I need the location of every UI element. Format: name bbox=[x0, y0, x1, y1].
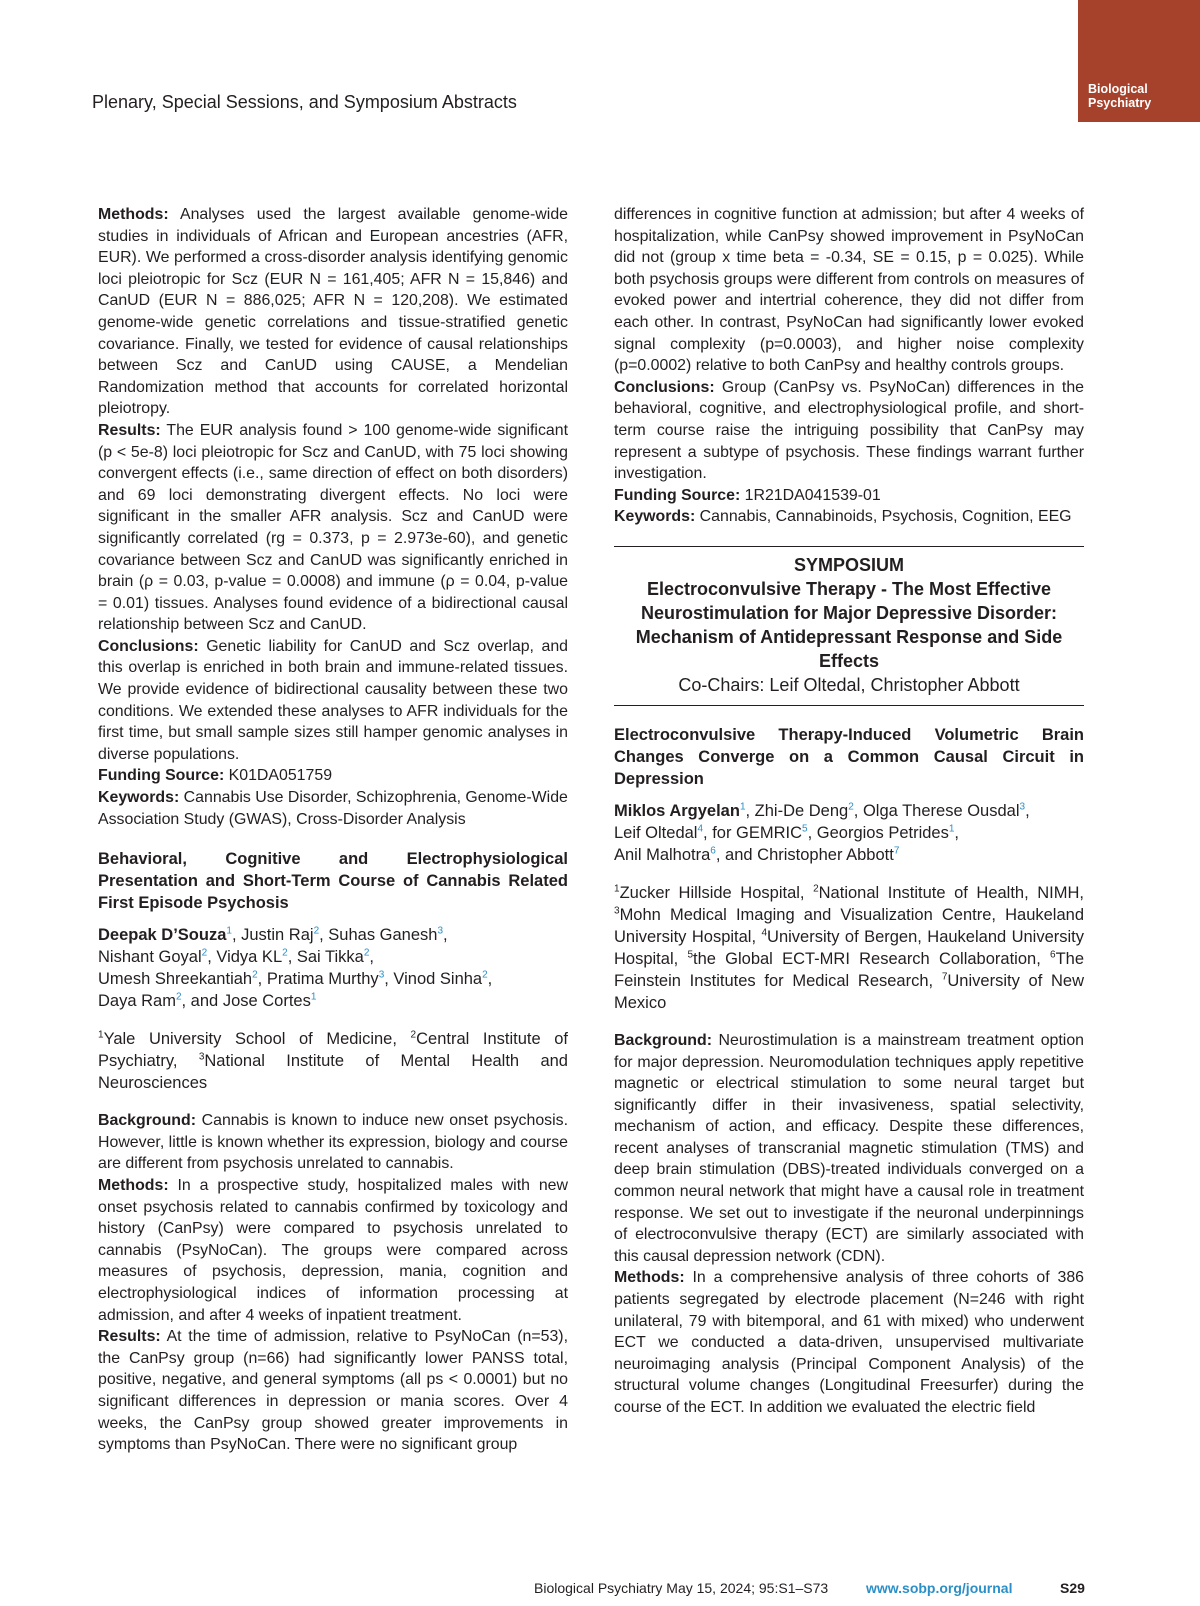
section-label: Keywords: bbox=[98, 789, 180, 807]
results-continued-paragraph: differences in cognitive function at admission; but after 4 weeks of hospitalization, while CanPsy showed improvement in PsyNoCan did not (group x time beta = -0.34, SE = 0.15, p = 0.025). While both psychosis groups were different from controls on measures of evoked power and intertrial coherence, they did not differ from each other. In contrast, PsyNoCan had significantly lower evoked signal complexity (p=0.0003), and higher noise complexity (p=0.0002) relative to both CanPsy and healthy controls groups. bbox=[614, 206, 1084, 375]
affil-name: University of Bergen, Haukeland University Hospital bbox=[614, 927, 1085, 968]
author-name: Jose Cortes bbox=[222, 992, 311, 1011]
section-label: Results: bbox=[98, 1328, 161, 1346]
section-label: Results: bbox=[98, 421, 161, 439]
abstract-title: Behavioral, Cognitive and Electrophysiological Presentation and Short-Term Course of Cannabis Related First Episode Psychosis bbox=[98, 850, 568, 913]
journal-brand-name: Biological Psychiatry bbox=[1088, 82, 1152, 110]
author-list: Miklos Argyelan$^1$, Zhi-De Deng$^2$, Olga Therese Ousdal$^3$, Leif Oltedal$^4$, for GEMRIC$^5$, Georgios Petrides$^1$, Anil Malhotra$^6$, and Christopher Abbott$^7$ bbox=[614, 801, 1030, 864]
section-text: Cannabis, Cannabinoids, Psychosis, Cognition, EEG bbox=[699, 508, 1072, 526]
author-sup: 1 bbox=[739, 801, 746, 813]
background-paragraph bbox=[98, 1110, 568, 1175]
affil-sup: 1 bbox=[614, 883, 620, 895]
author-name: Olga Therese Ousdal bbox=[862, 801, 1020, 820]
affil-sup: 6 bbox=[1050, 949, 1056, 961]
results-paragraph bbox=[98, 1326, 568, 1456]
affil-sup: 3 bbox=[614, 905, 620, 917]
footer-citation: Biological Psychiatry May 15, 2024; 95:S1–S73 bbox=[534, 1580, 829, 1596]
author-sup: 2 bbox=[201, 947, 208, 959]
section-text: In a comprehensive analysis of three cohorts of 386 patients segregated by electrode placement (N=246 with right unilateral, 79 with bitemporal, and 61 with mixed) who underwent ECT we conducted a data-driven, unsupervised multivariate neuroimaging analysis (Principal Component Analysis) of the structural volume changes (Longitudinal Freesurfer) during the course of the ECT. In addition we evaluated the electric field bbox=[614, 1269, 1084, 1416]
methods-paragraph bbox=[98, 1175, 568, 1326]
section-text: In a prospective study, hospitalized males with new onset psychosis related to cannabis confirmed by toxicology and history (CanPsy) were compared to psychosis unrelated to cannabis (PsyNoCan). The groups were compared across measures of psychosis, depression, mania, cognition and electrophysiological indices of information processing at admission, and after 4 weeks of inpatient treatment. bbox=[98, 1177, 568, 1324]
symposium-label: SYMPOSIUM bbox=[793, 554, 904, 575]
author-sup: 1 bbox=[948, 823, 955, 835]
section-text: The EUR analysis found > 100 genome-wide significant (p < 5e-8) loci pleiotropic for Scz and CanUD, with 75 loci showing convergent effects (i.e., same direction of effect on both disorders) and 69 loci demonstrating divergent effects. No loci were significant in the smaller AFR analysis. Scz and CanUD were significantly correlated (rg = 0.373, p = 2.973e-60), and genetic covariance between Scz and CanUD was significantly enriched in brain (ρ = 0.03, p-value = 0.0008) and immune (ρ = 0.04, p-value = 0.01) tissues. Analyses found evidence of a bidirectional causal relationship between Scz and CanUD. bbox=[98, 421, 568, 634]
affil-sup: 2 bbox=[410, 1029, 417, 1041]
keywords-paragraph bbox=[614, 506, 1084, 528]
affil-name: The Feinstein Institutes for Medical Research bbox=[614, 949, 1084, 990]
keywords-paragraph bbox=[98, 787, 568, 830]
author-sup: 1 bbox=[310, 991, 317, 1003]
author-sup: 2 bbox=[848, 801, 854, 813]
right-column bbox=[614, 204, 1084, 1419]
section-text: K01DA051759 bbox=[228, 767, 333, 785]
author-name: Vinod Sinha bbox=[393, 970, 483, 989]
affil-sup: 2 bbox=[813, 883, 819, 895]
author-name: Georgios Petrides bbox=[816, 823, 949, 842]
affil-name: National Institute of Health, NIMH bbox=[818, 883, 1080, 902]
affil-name: the Global ECT-MRI Research Collaboration bbox=[693, 949, 1037, 968]
affil-sup: 3 bbox=[198, 1051, 205, 1063]
affiliation-list: $^1$Zucker Hillside Hospital, $^2$National Institute of Health, NIMH, $^3$Mohn Medical Imaging and Visualization Centre, Haukeland University Hospital, $^4$University of Bergen, Haukeland University Hospital, $^5$the Global ECT-MRI Research Collaboration, $^6$The Feinstein Institutes for Medical Research, $^7$University of New Mexico bbox=[614, 883, 1085, 1012]
section-label: Methods: bbox=[98, 206, 169, 223]
funding-paragraph bbox=[98, 765, 568, 787]
author-name: Leif Oltedal bbox=[614, 823, 698, 842]
author-sup: 5 bbox=[802, 823, 808, 835]
section-text: Cannabis is known to induce new onset psychosis. However, little is known whether its expression, biology and course are different from psychosis unrelated to cannabis. bbox=[98, 1112, 568, 1173]
section-label: Background: bbox=[98, 1112, 196, 1130]
author-name: Deepak D’Souza bbox=[98, 926, 227, 945]
affiliation-list: $^1$Yale University School of Medicine, $^2$Central Institute of Psychiatry, $^3$National Institute of Mental Health and Neurosciences bbox=[98, 1029, 569, 1093]
section-label: Methods: bbox=[614, 1269, 685, 1287]
author-name: Daya Ram bbox=[98, 992, 176, 1011]
journal-brand-text bbox=[1088, 82, 1168, 110]
author-name: Anil Malhotra bbox=[614, 845, 711, 864]
author-name: Sai Tikka bbox=[296, 948, 364, 967]
funding-paragraph bbox=[614, 485, 1084, 507]
author-sup: 1 bbox=[226, 925, 232, 937]
affil-sup: 1 bbox=[98, 1029, 104, 1041]
author-name: for GEMRIC bbox=[712, 823, 803, 842]
results-paragraph bbox=[98, 420, 568, 636]
section-text: At the time of admission, relative to PsyNoCan (n=53), the CanPsy group (n=66) had significantly lower PANSS total, positive, negative, and general symptoms (all ps < 0.0001) but no significant differences in depression or mania scores. Over 4 weeks, the CanPsy group showed greater improvements in symptoms than PsyNoCan. There were no significant group bbox=[98, 1328, 568, 1454]
affil-sup: 5 bbox=[687, 949, 693, 961]
section-text: Genetic liability for CanUD and Scz overlap, and this overlap is enriched in both brain and immune-related tissues. We provide evidence of bidirectional causality between these two conditions. We extended these analyses to AFR individuals for the first time, but small sample sizes still hamper genomic analyses in diverse populations. bbox=[98, 637, 568, 763]
author-name: Umesh Shreekantiah bbox=[98, 970, 253, 989]
symposium-title: Electroconvulsive Therapy - The Most Effective Neurostimulation for Major Depressive Disorder: Mechanism of Antidepressant Response and Side Effects bbox=[635, 578, 1063, 671]
section-text: Analyses used the largest available genome-wide studies in individuals of African and European ancestries (AFR, EUR). We performed a cross-disorder analysis identifying genomic loci pleiotropic for Scz (EUR N = 161,405; AFR N = 15,846) and CanUD (EUR N = 886,025; AFR N = 120,208). We estimated genome-wide genetic correlations and tissue-stratified genetic covariance. Finally, we tested for evidence of causal relationships between Scz and CanUD using CAUSE, a Mendelian Randomization method that accounts for correlated horizontal pleiotropy. bbox=[98, 206, 568, 418]
abstract-title: Electroconvulsive Therapy-Induced Volumetric Brain Changes Converge on a Common Causal Circuit in Depression bbox=[614, 725, 1084, 788]
section-text: Cannabis Use Disorder, Schizophrenia, Genome-Wide Association Study (GWAS), Cross-Disorder Analysis bbox=[98, 789, 568, 828]
section-text: Group (CanPsy vs. PsyNoCan) differences in the behavioral, cognitive, and electrophysiological profile, and short-term course raise the intriguing possibility that CanPsy may represent a subtype of psychosis. These findings warrant further investigation. bbox=[614, 378, 1084, 483]
author-sup: 2 bbox=[175, 991, 182, 1003]
author-name: Nishant Goyal bbox=[98, 948, 202, 967]
journal-link[interactable]: www.sobp.org/journal bbox=[866, 1580, 1013, 1596]
author-sup: 3 bbox=[378, 969, 385, 981]
author-name: Suhas Ganesh bbox=[328, 926, 438, 945]
author-sup: 2 bbox=[282, 947, 288, 959]
affil-sup: 4 bbox=[761, 927, 768, 939]
author-sup: 2 bbox=[252, 969, 258, 981]
conclusions-paragraph bbox=[98, 636, 568, 766]
section-label: Background: bbox=[614, 1031, 712, 1049]
section-label: Funding Source: bbox=[98, 767, 225, 785]
affil-name: Mohn Medical Imaging and Visualization Centre, Haukeland University Hospital bbox=[614, 905, 1084, 946]
author-name: Zhi-De Deng bbox=[754, 801, 849, 820]
affil-name: National Institute of Mental Health and Neurosciences bbox=[98, 1052, 568, 1093]
symposium-header bbox=[614, 547, 1084, 705]
symposium-co-chairs: Co-Chairs: Leif Oltedal, Christopher Abbott bbox=[678, 674, 1020, 695]
affil-name: Yale University School of Medicine bbox=[103, 1030, 393, 1049]
page-number: S29 bbox=[1060, 1580, 1085, 1596]
conclusions-paragraph bbox=[614, 377, 1084, 485]
author-sup: 2 bbox=[313, 925, 320, 937]
author-sup: 7 bbox=[893, 845, 900, 857]
affil-name: University of New Mexico bbox=[614, 971, 1084, 1012]
methods-paragraph bbox=[614, 1267, 1084, 1418]
author-sup: 3 bbox=[437, 925, 444, 937]
background-paragraph bbox=[614, 1030, 1084, 1268]
author-list: Deepak D’Souza$^1$, Justin Raj$^2$, Suhas Ganesh$^3$, Nishant Goyal$^2$, Vidya $KL^2$, Sai Tikka$^2$, Umesh Shreekantiah$^2$, Pratima Murthy$^3$, Vinod Sinha$^2$, Daya Ram$^2$, and Jose Cortes$^1$ bbox=[98, 925, 493, 1011]
section-text: Neurostimulation is a mainstream treatment option for major depression. Neuromodulation techniques apply repetitive magnetic or electrical stimulation to some neural target but significantly differ in their invasiveness, spatial selectivity, mechanism of action, and efficacy. Despite these differences, recent analyses of transcranial magnetic stimulation (TMS) and deep brain stimulation (DBS)-treated individuals converged on a common neural network that might have a causal role in treatment response. We set out to investigate if the neuronal underpinnings of electroconvulsive therapy (ECT) are similarly associated with this causal depression network (CDN). bbox=[614, 1031, 1084, 1265]
author-sup: 2 bbox=[482, 969, 488, 981]
section-label: Funding Source: bbox=[614, 486, 741, 504]
author-sup: 6 bbox=[710, 845, 716, 857]
author-sup: 2 bbox=[363, 947, 370, 959]
left-column bbox=[98, 204, 568, 1456]
running-title: Plenary, Special Sessions, and Symposium Abstracts bbox=[92, 92, 517, 112]
affil-name: Central Institute of Psychiatry bbox=[98, 1030, 569, 1071]
author-name: Justin Raj bbox=[241, 926, 314, 945]
methods-paragraph bbox=[98, 204, 568, 420]
section-label: Conclusions: bbox=[98, 637, 199, 655]
section-label: Methods: bbox=[98, 1177, 169, 1194]
author-name: Christopher Abbott bbox=[757, 845, 894, 864]
author-sup: 4 bbox=[697, 823, 704, 835]
section-label: Conclusions: bbox=[614, 378, 715, 396]
journal-brand-box bbox=[1078, 0, 1200, 122]
section-text: 1R21DA041539-01 bbox=[744, 486, 881, 504]
author-sup: 3 bbox=[1019, 801, 1026, 813]
affil-sup: 7 bbox=[941, 971, 948, 983]
section-label: Keywords: bbox=[614, 508, 696, 526]
affil-name: Zucker Hillside Hospital bbox=[619, 883, 800, 902]
author-name: Vidya KL bbox=[216, 948, 283, 967]
author-name: Miklos Argyelan bbox=[614, 801, 740, 820]
author-name: Pratima Murthy bbox=[266, 970, 379, 989]
